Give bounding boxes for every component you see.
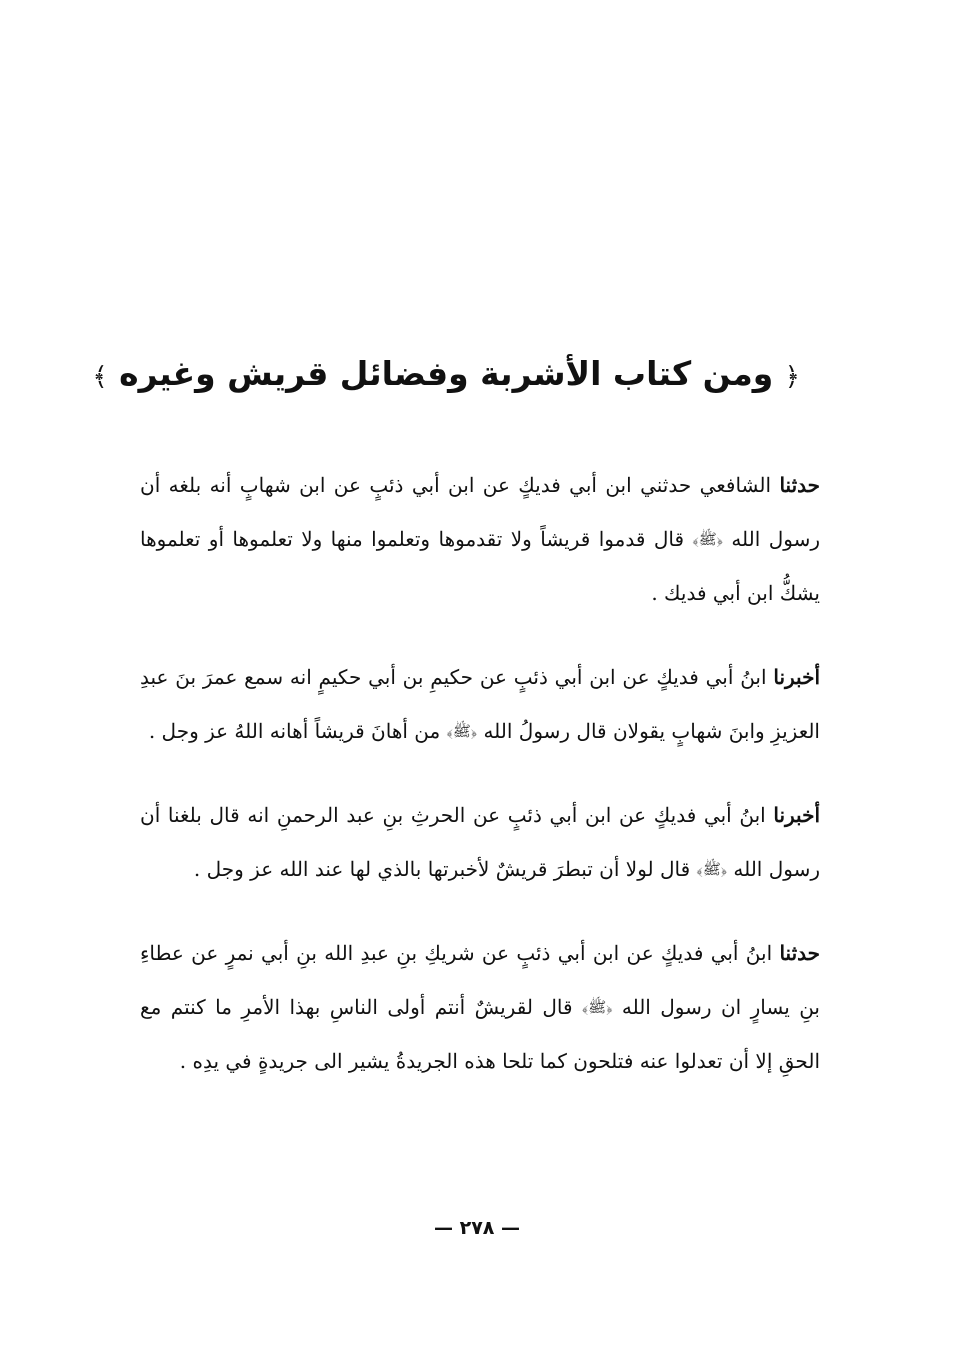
hadith-paragraph-4: [140, 926, 820, 1088]
paragraph-lead: أخبرنا: [773, 665, 820, 689]
paragraph-text: ابنُ أبي فديكٍ عن ابن أبي ذئبٍ عن حكيمِ بن أبي حكيمٍ انه سمع عمرَ بنَ عبدِ العزيزِ وابنَ شهابٍ يقولان قال رسولُ الله: [140, 665, 820, 743]
paragraph-text: ابنُ أبي فديكٍ عن ابن أبي ذئبٍ عن شريكِ بنِ عبدِ الله بنِ أبي نمرٍ عن عطاءِ بنِ يسارٍ ان رسول الله: [140, 941, 820, 1019]
salutation-symbol: ﴿ﷺ﴾: [692, 530, 723, 548]
paragraph-text-continued: من أهانَ قريشاً أهانه اللهُ عز وجل .: [148, 719, 441, 743]
body-text: [140, 458, 820, 1118]
heading-title: ومن كتاب الأشربة وفضائل قريش وغيره: [119, 354, 774, 393]
paragraph-lead: حدثنا: [779, 473, 821, 497]
page-number: — ٢٧٨ —: [433, 1217, 521, 1239]
hadith-paragraph-1: [140, 458, 820, 620]
paragraph-text: ابنُ أبي فديكٍ عن ابن أبي ذئبٍ عن الحرثِ بنِ عبد الرحمنِ انه قال بلغنا أن رسول الله: [140, 803, 820, 881]
salutation-symbol: ﴿ﷺ﴾: [696, 860, 727, 878]
paragraph-text-continued: قال قدموا قريشاً ولا تقدموها وتعلموا منها ولا تعلموها أو تعلموها يشكُّ ابن أبي فديك .: [140, 527, 820, 605]
salutation-symbol: ﴿ﷺ﴾: [581, 998, 613, 1016]
paragraph-lead: أخبرنا: [773, 803, 821, 827]
salutation-symbol: ﴿ﷺ﴾: [446, 722, 478, 740]
paragraph-text: الشافعي حدثني ابن أبي فديكٍ عن ابن أبي ذئبٍ عن ابن شهابٍ أنه بلغه أن رسول الله: [140, 473, 821, 551]
paragraph-lead: حدثنا: [779, 941, 820, 965]
hadith-paragraph-2: [140, 650, 820, 758]
heading-open-bracket: ﴿: [784, 362, 800, 392]
heading-close-bracket: ﴾: [92, 362, 108, 392]
hadith-paragraph-3: [140, 788, 820, 896]
paragraph-text-continued: قال لقريشٌ أنتم أولى الناسِ بهذا الأمرِ ما كنتم مع الحقِ إلا أن تعدلوا عنه فتلحون كما تلحا هذه الجريدةُ يشير الى جريدةٍ في يدِه .: [140, 995, 820, 1073]
paragraph-text-continued: قال لولا أن تبطرَ قريشٌ لأخبرتها بالذي لها عند الله عز وجل .: [193, 857, 691, 881]
chapter-heading: [92, 344, 800, 407]
